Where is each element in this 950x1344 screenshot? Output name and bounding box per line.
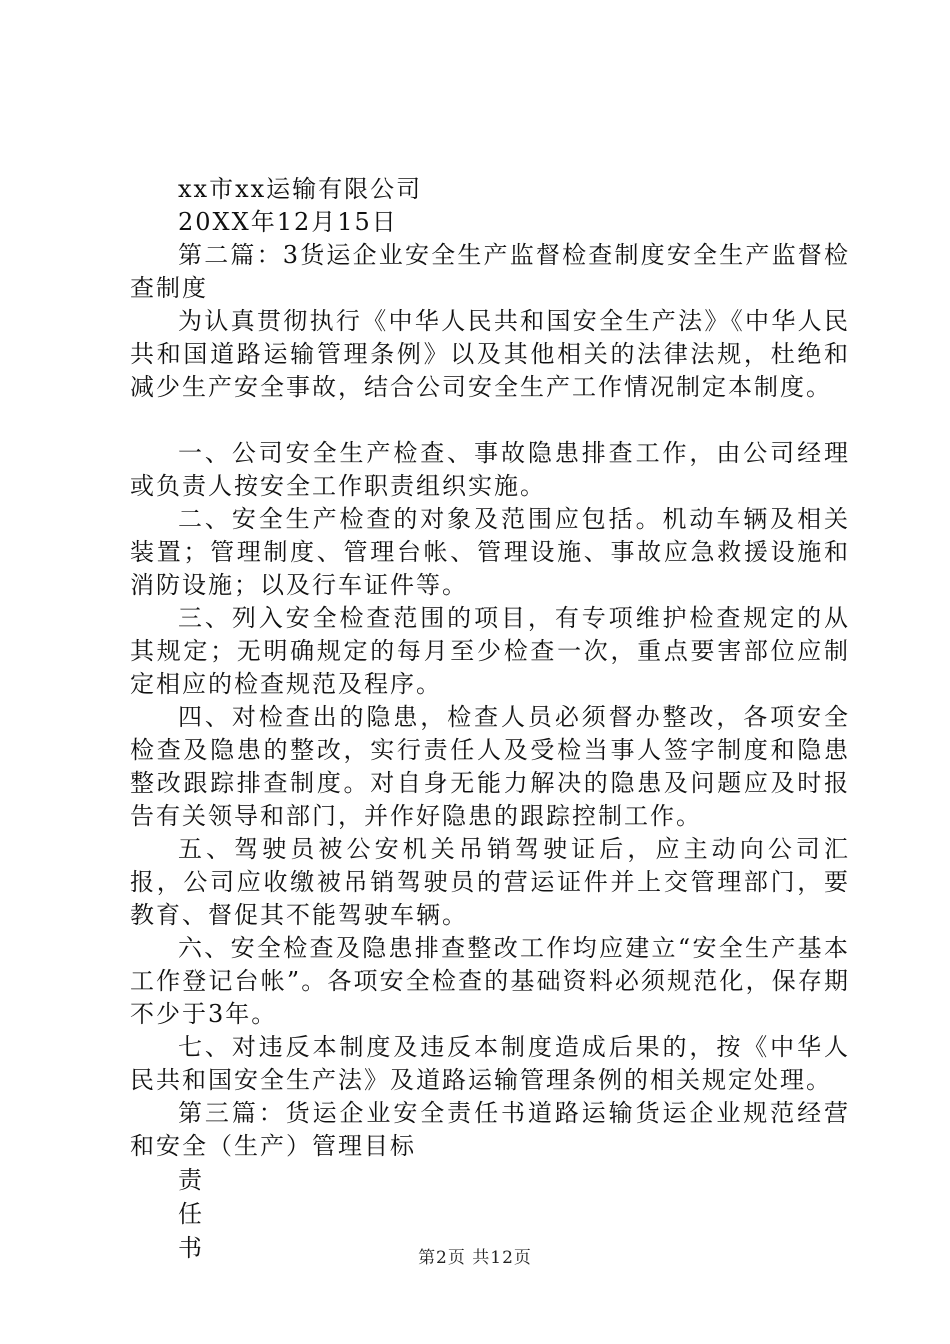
item-4: 四、对检查出的隐患，检查人员必须督办整改，各项安全检查及隐患的整改，实行责任人及受检当事人签字制度和隐患整改跟踪排查制度。对自身无能力解决的隐患及问题应及时报告有关领导和部门，并作好隐患的跟踪控制工作。	[130, 703, 850, 830]
item-5: 五、驾驶员被公安机关吊销驾驶证后，应主动向公司汇报，公司应收缴被吊销驾驶员的营运证件并上交管理部门，要教育、督促其不能驾驶车辆。	[130, 835, 850, 929]
item-7: 七、对违反本制度及违反本制度造成后果的，按《中华人民共和国安全生产法》及道路运输管理条例的相关规定处理。	[130, 1033, 850, 1094]
document-body	[130, 173, 850, 1265]
item-3: 三、列入安全检查范围的项目，有专项维护检查规定的从其规定；无明确规定的每月至少检查一次，重点要害部位应制定相应的检查规范及程序。	[130, 604, 850, 698]
paragraph-spacer	[130, 404, 850, 437]
document-date: 20XX年12月15日	[178, 208, 398, 236]
item-1: 一、公司安全生产检查、事故隐患排查工作，由公司经理或负责人按安全工作职责组织实施。	[130, 439, 850, 500]
vertical-char-2: 任	[178, 1200, 204, 1228]
section-2-title: 第二篇：3货运企业安全生产监督检查制度安全生产监督检查制度	[130, 241, 850, 302]
item-6: 六、安全检查及隐患排查整改工作均应建立“安全生产基本工作登记台帐”。各项安全检查的基础资料必须规范化，保存期不少于3年。	[130, 934, 850, 1028]
intro-paragraph: 为认真贯彻执行《中华人民共和国安全生产法》《中华人民共和国道路运输管理条例》以及其他相关的法律法规，杜绝和减少生产安全事故，结合公司安全生产工作情况制定本制度。	[130, 307, 850, 401]
page-number-footer: 第2页 共12页	[418, 1248, 532, 1268]
item-2: 二、安全生产检查的对象及范围应包括。机动车辆及相关装置；管理制度、管理台帐、管理设施、事故应急救援设施和消防设施；以及行车证件等。	[130, 505, 850, 599]
vertical-char-3: 书	[178, 1234, 204, 1262]
company-name: xx市xx运输有限公司	[178, 175, 423, 203]
vertical-char-1: 责	[178, 1166, 204, 1194]
section-3-title: 第三篇：货运企业安全责任书道路运输货运企业规范经营和安全（生产）管理目标	[130, 1099, 850, 1160]
